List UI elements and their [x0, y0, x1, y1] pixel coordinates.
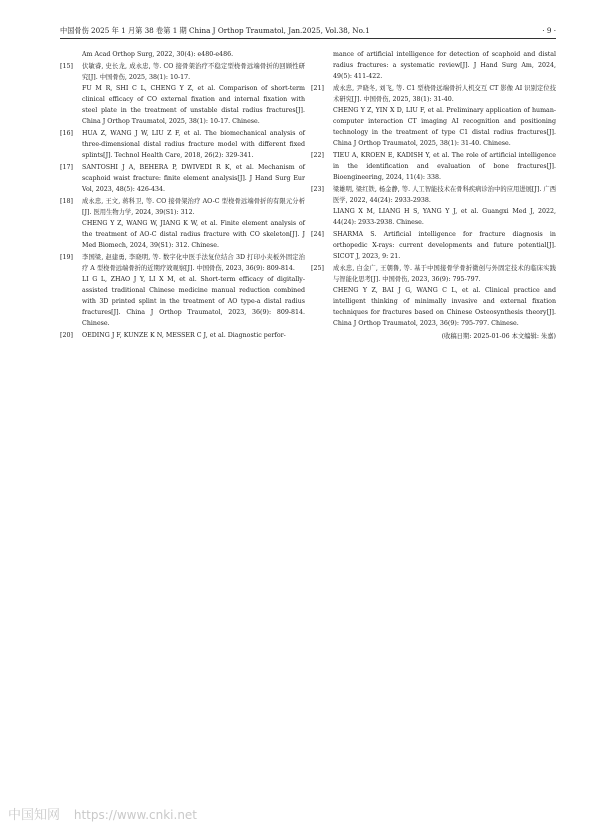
reference-text: 伏敏睿, 史长龙, 成永忠, 等. CO 接骨架治疗不稳定型桡骨远端骨折的回顾性研究[J]. 中国骨伤, 2025, 38(1): 10-17. [82, 63, 305, 82]
reference-text: 成永忠, 王文, 蒋科卫, 等. CO 接骨架治疗 AO-C 型桡骨远端骨折的有限元分析[J]. 医用生物力学, 2024, 39(S1): 312. [82, 198, 305, 217]
reference-item [311, 230, 556, 263]
reference-number: [23] [311, 186, 324, 194]
reference-number: [17] [60, 164, 73, 172]
reference-item [311, 185, 556, 229]
reference-text: CHENG Y Z, WANG W, JIANG K W, et al. Finite element analysis of the treatment of AO-C distal radius fracture with CO skeleton[J]. J Med Biomech, 2024, 39(S1): 312. Chinese. [82, 220, 305, 249]
reference-item [60, 129, 305, 162]
reference-number: [15] [60, 63, 73, 71]
reference-text: 成永忠, 尹晓冬, 刘飞, 等. C1 型桡骨远端骨折人机交互 CT 影像 AI 识别定位技术研究[J]. 中国骨伤, 2025, 38(1): 31-40. [333, 85, 556, 104]
watermark-url: https://www.cnki.net [73, 808, 198, 822]
reference-list [60, 62, 305, 342]
reference-number: [20] [60, 332, 73, 339]
journal-header-text: 中国骨伤 2025 年 1 月第 38 卷第 1 期 China J Orthop Traumatol, Jan.2025, Vol.38, No.1 [60, 26, 370, 35]
reference-text: HUA Z, WANG J W, LIU Z F, et al. The biomechanical analysis of three-dimensional distal radius fracture model with different fixed splints[J]. Technol Health Care, 2018, 26(2): 329-341. [82, 130, 305, 159]
reference-text: LI G L, ZHAO J Y, LI X M, et al. Short-term efficacy of digitally-assisted traditional Chinese medicine manual reduction combined with 3D printed splint in the treatment of AO type-a distal radius fractures[J]. China J Orthop Traumatol, 2023, 36(9): 809-814. Chinese. [82, 276, 305, 327]
running-header [60, 24, 556, 39]
reference-item [60, 62, 305, 127]
reference-number: [25] [311, 265, 324, 273]
reference-text: CHENG Y Z, YIN X D, LIU F, et al. Preliminary application of human-computer interaction CT imaging AI recognition and positioning technology in the treatment of type C1 distal radius fractures[J]. China J Orthop Traumatol, 2025, 38(1): 31-40. Chinese. [333, 106, 556, 147]
reference-item [311, 151, 556, 184]
reference-text: 成永忠, 白金广, 王朝鲁, 等. 基于中国接骨学骨折微创与外固定技术的临床实践与智能化思考[J]. 中国骨伤, 2023, 36(9): 795-797. [333, 265, 556, 284]
reference-text: FU M R, SHI C L, CHENG Y Z, et al. Comparison of short-term clinical efficacy of CO external fixation and internal fixation with steel plate in the treatment of unstable distal radius fractures[J]. China J Orthop Traumatol, 2025, 38(1): 10-17. Chinese. [82, 85, 305, 125]
reference-text: 李国梁, 赵建勇, 李晓明, 等. 数字化中医手法复位结合 3D 打印小夹板外固定治疗 A 型桡骨远端骨折的近期疗效观察[J]. 中国骨伤, 2023, 36(9): 809-814. [82, 254, 305, 273]
reference-column-right [311, 50, 556, 343]
reference-number: [18] [60, 198, 73, 206]
reference-text: TIEU A, KROEN E, KADISH Y, et al. The role of artificial intelligence in the identification and evaluation of bone fractures[J]. Bioengineering, 2024, 11(4): 338. [333, 151, 556, 181]
reference-text: SANTOSHI J A, BEHERA P, DWIVEDI R K, et al. Mechanism of scaphoid waist fracture: finite element analysis[J]. J Hand Surg Eur Vol, 2023, 48(5): 426-434. [82, 164, 305, 194]
reference-item [60, 163, 305, 196]
reference-continuation: Am Acad Orthop Surg, 2022, 30(4): e480-e486. [82, 51, 234, 58]
reference-text: CHENG Y Z, BAI J G, WANG C L, et al. Clinical practice and intelligent thinking of minimally invasive and external fixation techniques for fractures based on Chinese Osteosynthesis theory[J]. China J Orthop Traumatol, 2023, 36(9): 795-797. Chinese. [333, 286, 556, 327]
reference-list [311, 84, 556, 330]
reference-text: OEDING J F, KUNZE K N, MESSER C J, et al. Diagnostic perfor- [82, 332, 286, 339]
reference-text: SHARMA S. Artificial intelligence for fracture diagnosis in orthopedic X-rays: current developments and future potential[J]. SICOT J, 2023, 9: 21. [333, 231, 556, 260]
received-date-note: (收稿日期: 2025-01-06 本文编辑: 朱嘉) [441, 332, 556, 340]
reference-text: LIANG X M, LIANG H S, YANG Y J, et al. Guangxi Med J, 2022, 44(24): 2933-2938. Chinese. [333, 207, 556, 226]
reference-item [311, 264, 556, 329]
reference-text: 梁雄明, 梁红铁, 杨金静, 等. 人工智能技术在骨科疾病诊治中的应用进展[J]. 广西医学, 2022, 44(24): 2933-2938. [333, 186, 556, 204]
reference-item [60, 253, 305, 329]
reference-item [60, 197, 305, 252]
reference-item [311, 84, 556, 149]
reference-number: [22] [311, 151, 324, 159]
reference-continuation: mance of artificial intelligence for detection of scaphoid and distal radius fractures: a systematic review[J]. J Hand Surg Am, 2024, 49(5): 411-422. [333, 51, 556, 80]
reference-column-left [60, 50, 305, 343]
reference-item [60, 331, 305, 342]
watermark-brand: 中国知网 [8, 808, 61, 823]
reference-number: [24] [311, 231, 324, 239]
reference-number: [19] [60, 254, 73, 262]
reference-number: [21] [311, 85, 324, 93]
reference-number: [16] [60, 130, 73, 138]
cnki-watermark [8, 806, 197, 824]
page-number: · 9 · [542, 26, 556, 35]
